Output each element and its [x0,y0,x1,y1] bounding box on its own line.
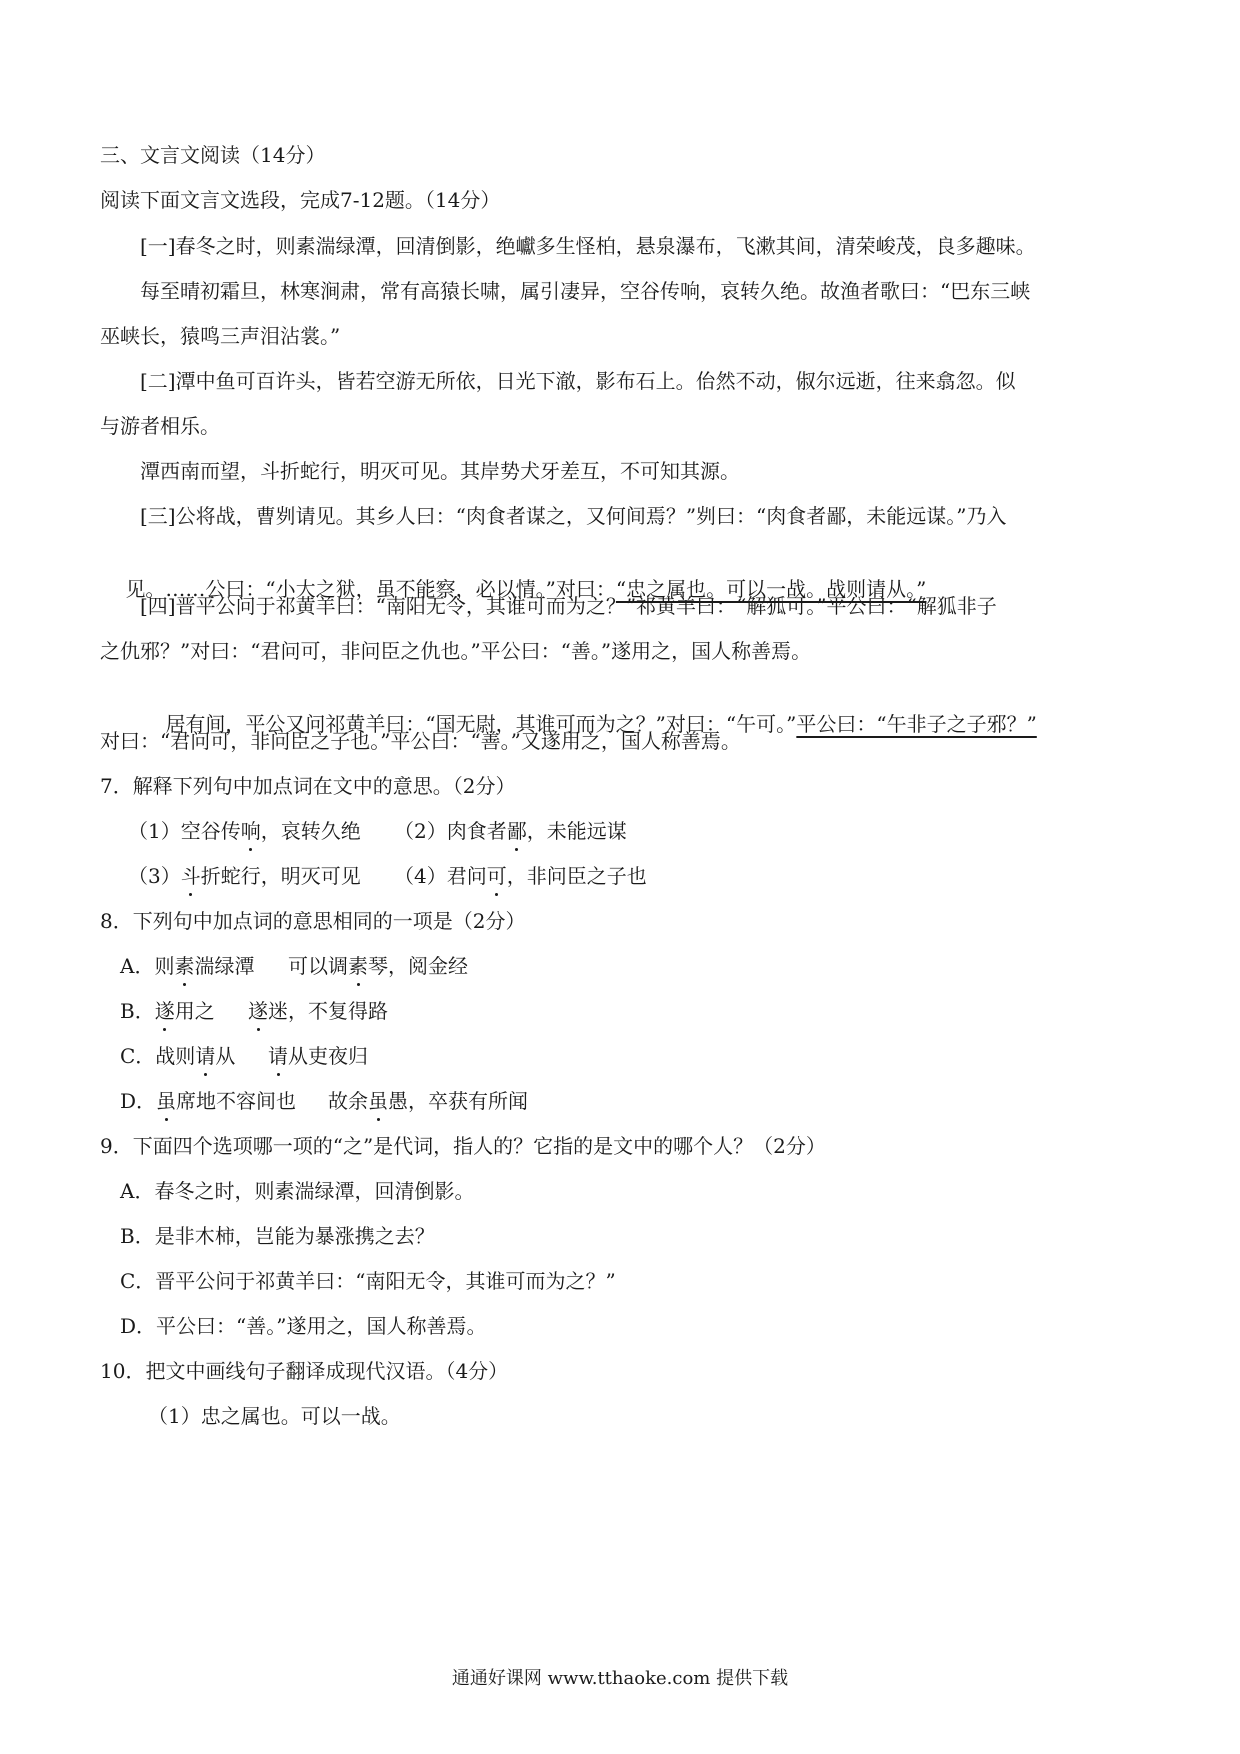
question-8-option-a-pair [288,952,468,980]
passage-line: 潭西南而望，斗折蛇行，明灭可见。其岸势犬牙差互，不可知其源。 [140,459,740,483]
question-8-stem: 8．下列句中加点词的意思相同的一项是（2分） [100,909,526,933]
item-text: （2）肉食者 [394,819,507,843]
passage-line: 与游者相乐。 [100,414,220,438]
underlined-sentence: 平公曰：“午非子之子邪？” [796,712,1037,736]
option-text: 故余 [328,1089,368,1113]
dotted-word: 可 [486,864,507,888]
question-10-stem: 10．把文中画线句子翻译成现代汉语。（4分） [100,1359,509,1383]
passage-line: 每至晴初霜旦，林寒涧肃，常有高猿长啸，属引凄异，空谷传响，哀转久绝。故渔者歌曰：“巴东三峡 [140,279,1031,303]
option-text: 迷，不复得路 [268,999,388,1023]
question-7-item-2 [394,817,627,845]
dotted-word: 斗 [180,864,201,888]
dotted-word: 虽 [156,1089,177,1113]
option-text: 用之 [174,999,215,1023]
option-text: 可以调 [288,954,348,978]
question-9-option-d: D．平公曰：“善。”遂用之，国人称善焉。 [120,1314,487,1338]
passage-line: [二]潭中鱼可百许头，皆若空游无所依，日光下澈，影布石上。佁然不动，俶尔远逝，往来翕忽。似 [140,369,1016,393]
question-8-option-b-pair [248,997,388,1025]
question-8-option-c-pair [268,1042,368,1070]
question-7-item-4 [394,862,647,890]
item-text: （3） [128,864,181,888]
question-9-option-c: C．晋平公问于祁黄羊曰：“南阳无令，其谁可而为之？” [120,1269,616,1293]
passage-line: [三]公将战，曹刿请见。其乡人曰：“肉食者谋之，又何间焉？”刿曰：“肉食者鄙，未能远谋。”乃入 [140,504,1007,528]
question-9-option-b: B．是非木柿，岂能为暴涨携之去？ [120,1224,435,1248]
dotted-word: 素 [174,954,195,978]
dotted-word: 虽 [368,1089,388,1113]
section-heading: 三、文言文阅读（14分） [100,143,326,167]
question-8-option-c [120,1042,235,1070]
question-7-item-3 [128,862,361,890]
underlined-sentence: “忠之属也。可以一战。战则请从。” [615,577,927,601]
question-9-option-a: A．春冬之时，则素湍绿潭，回清倒影。 [120,1179,475,1203]
question-9-stem: 9．下面四个选项哪一项的“之”是代词，指人的？它指的是文中的哪个人？（2分） [100,1134,826,1158]
option-text: A．则 [120,954,175,978]
passage-text: 见。……公曰：“小大之狱，虽不能察，必以情。”对曰： [125,577,616,601]
option-text: D． [120,1089,157,1113]
question-7-item-1 [128,817,361,845]
dotted-word: 请 [195,1044,216,1068]
question-8-option-a [120,952,254,980]
option-text: 席地不容间也 [176,1089,297,1113]
item-text: 折蛇行，明灭可见 [200,864,361,888]
option-text: 湍绿潭 [194,954,255,978]
question-8-option-d-pair [328,1087,528,1115]
option-text: 从吏夜归 [288,1044,368,1068]
section-intro: 阅读下面文言文选段，完成7-12题。（14分） [100,188,501,212]
question-8-option-b [120,997,215,1025]
item-text: ，非问臣之子也 [506,864,647,888]
passage-line: 巫峡长，猿鸣三声泪沾裳。” [100,324,341,348]
item-text: ，未能远谋 [526,819,627,843]
dotted-word: 鄙 [506,819,527,843]
dotted-word: 遂 [154,999,175,1023]
option-text: C．战则 [120,1044,196,1068]
item-text: ，哀转久绝 [260,819,361,843]
option-text: B． [120,999,155,1023]
item-text: （1）空谷传 [128,819,241,843]
question-10-item-1: （1）忠之属也。可以一战。 [148,1404,401,1428]
passage-line: 之仇邪？”对曰：“君问可，非问臣之仇也。”平公曰：“善。”遂用之，国人称善焉。 [100,639,812,663]
option-text: 愚，卒获有所闻 [388,1089,528,1113]
passage-line: 对曰：“君问可，非问臣之子也。”平公曰：“善。”又遂用之，国人称善焉。 [100,729,741,753]
dotted-word: 素 [348,954,368,978]
option-text: 从 [215,1044,236,1068]
footer-credit: 通通好课网 www.tthaoke.com 提供下载 [451,1668,789,1689]
dotted-word: 遂 [248,999,268,1023]
question-7-stem: 7．解释下列句中加点词在文中的意思。（2分） [100,774,516,798]
dotted-word: 请 [268,1044,288,1068]
passage-line: [一]春冬之时，则素湍绿潭，回清倒影，绝巘多生怪柏，悬泉瀑布，飞漱其间，清荣峻茂，良多趣味。 [140,234,1036,258]
option-text: 琴，阅金经 [368,954,468,978]
question-8-option-d [120,1087,296,1115]
item-text: （4）君问 [394,864,487,888]
passage-text: 居有间，平公又问祁黄羊曰：“国无尉，其谁可而为之？”对曰：“午可。” [165,712,797,736]
dotted-word: 响 [240,819,261,843]
passage-line: [四]晋平公问于祁黄羊曰：“南阳无令，其谁可而为之？”祁黄羊曰：“解狐可。”平公曰：“解狐非子 [140,594,997,618]
